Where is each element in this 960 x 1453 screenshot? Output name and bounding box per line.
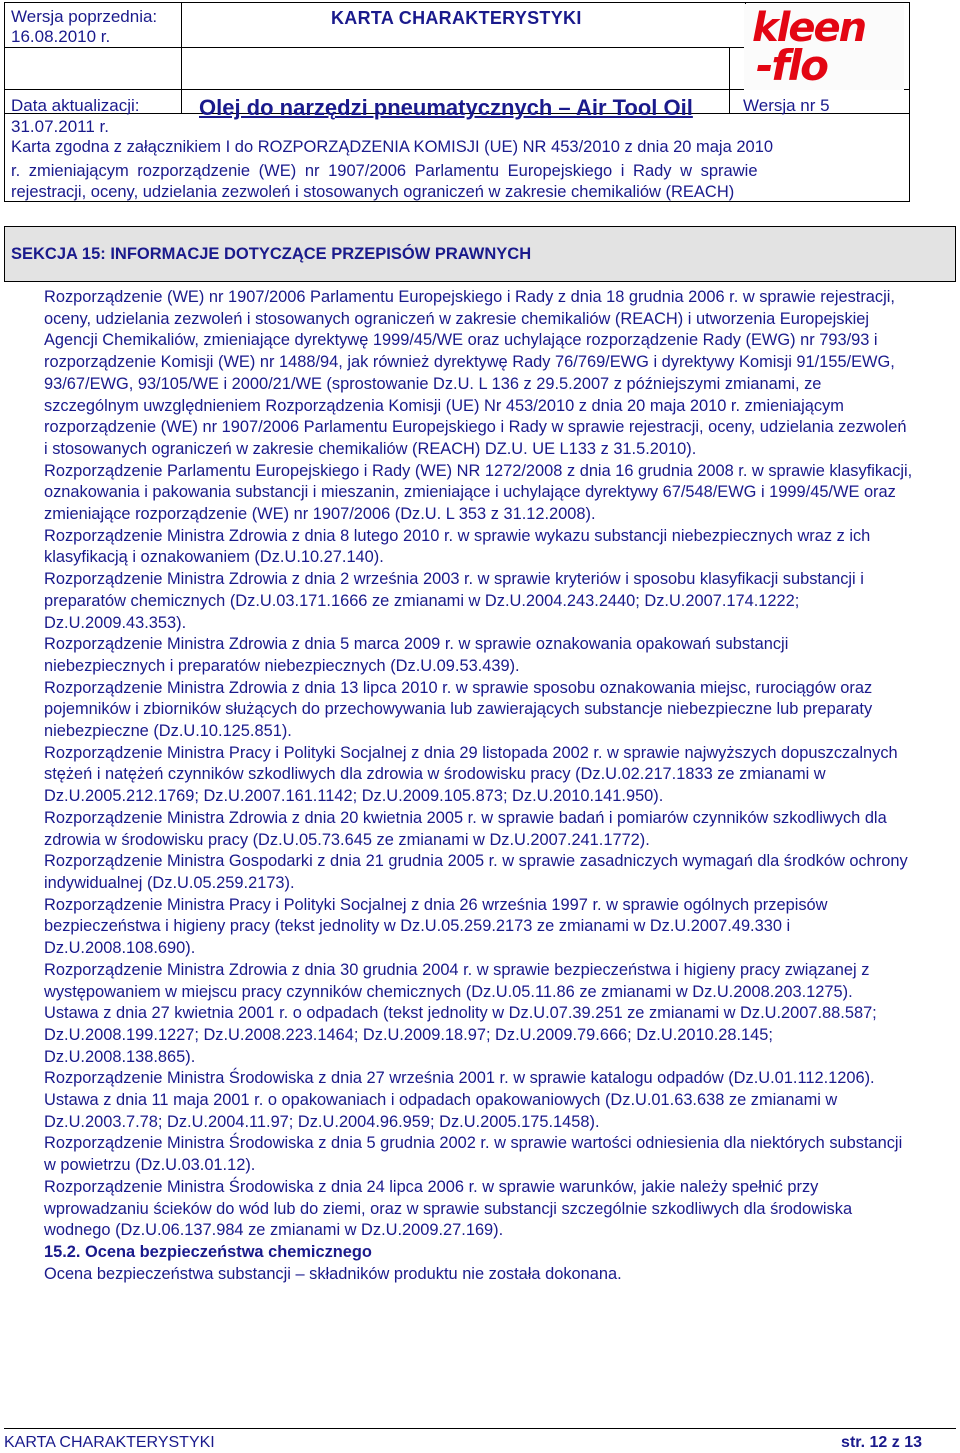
section-content [44, 287, 914, 1285]
section-header [4, 226, 956, 282]
header-divider [729, 47, 730, 113]
logo-text: -flo [756, 41, 827, 90]
subsection-title: 15.2. Ocena bezpieczeństwa chemicznego [44, 1242, 372, 1261]
regulation-paragraph: Rozporządzenie Ministra Zdrowia z dnia 8 lutego 2010 r. w sprawie wykazu substancji niebezpiecznych wraz z ich klasyfikacją i oznakowaniem (Dz.U.10.27.140). [44, 526, 871, 567]
regulation-line: r. zmieniającym rozporządzenie (WE) nr 1907/2006 Parlamentu Europejskiego i Rady w sprawie [11, 162, 758, 180]
version-label: Wersja nr 5 [743, 96, 830, 115]
regulation-paragraph: Rozporządzenie Ministra Środowiska z dnia 24 lipca 2006 r. w sprawie warunków, jakie należy spełnić przy wprowadzaniu ścieków do wód lub do ziemi, oraz w sprawie substancji szczególnie szkodliwych dla środowiska wodnego (Dz.U.06.137.984 ze zmianami w Dz.U.2009.27.169). [44, 1177, 853, 1240]
regulation-paragraph: Rozporządzenie Ministra Zdrowia z dnia 2 września 2003 r. w sprawie kryteriów i sposobu klasyfikacji substancji i preparatów chemicznych (Dz.U.03.171.1666 ze zmianami w Dz.U.2004.243.2440; Dz.U.2007.174.1222; Dz.U.2009.43.353). [44, 570, 864, 632]
regulation-paragraph: Rozporządzenie Ministra Zdrowia z dnia 20 kwietnia 2005 r. w sprawie badań i pomiarów czynników szkodliwych dla zdrowia w środowisku pracy (Dz.U.05.73.645 ze zmianami w Dz.U.2007.241.1772). [44, 808, 887, 849]
footer-doc-type: KARTA CHARAKTERYSTYKI [4, 1434, 215, 1451]
doc-type-title: KARTA CHARAKTERYSTYKI [331, 8, 582, 28]
header-divider [5, 47, 745, 48]
regulation-paragraph: Rozporządzenie Ministra Zdrowia z dnia 30 grudnia 2004 r. w sprawie bezpieczeństwa i higieny pracy związanej z występowaniem w miejscu pracy czynników chemicznych (Dz.U.05.11.86 ze zmianami w Dz.U.2008.203.1275). [44, 960, 870, 1001]
update-label: Data aktualizacji: [11, 96, 140, 115]
footer-divider [4, 1428, 956, 1429]
regulation-paragraph: Rozporządzenie Parlamentu Europejskiego i Rady (WE) NR 1272/2008 z dnia 16 grudnia 2008 r. w sprawie klasyfikacji, oznakowania i pakowania substancji i mieszanin, zmieniające i uchylające dyrektywy 67/548/EWG i 1999/45/WE oraz zmieniające rozporządzenie (WE) nr 1907/2006 (Dz.U. L 353 z 31.12.2008). [44, 461, 913, 524]
section-title: SEKCJA 15: INFORMACJE DOTYCZĄCE PRZEPISÓW PRAWNYCH [11, 245, 532, 263]
prev-version-label: Wersja poprzednia: [11, 7, 158, 26]
regulation-paragraph: Rozporządzenie (WE) nr 1907/2006 Parlamentu Europejskiego i Rady z dnia 18 grudnia 2006 r. w sprawie rejestracji, oceny, udzielania zezwoleń i stosowanych ograniczeń w zakresie chemikaliów (REACH) i utworzenia Europejskiej Agencji Chemikaliów, zmieniające dyrektywę 1999/45/WE oraz uchylające rozporządzenie Rady (EWG) nr 793/93 i rozporządzenie Komisji (WE) nr 1488/94, jak również dyrektywę Rady 76/769/EWG i dyrektywy Komisji 91/155/EWG, 93/67/EWG, 93/105/WE i 2000/21/WE (sprostowanie Dz.U. L 136 z 29.5.2007 z późniejszymi zmianami, ze szczególnym uwzględnieniem Rozporządzenia Komisji (UE) Nr 453/2010 z dnia 20 maja 2010 r. zmieniającym rozporządzenie (WE) nr 1907/2006 Parlamentu Europejskiego i Rady w sprawie rejestracji, oceny, udzielania zezwoleń i stosowanych ograniczeń w zakresie chemikaliów (REACH) DZ.U. UE L133 z 31.5.2010). [44, 288, 907, 458]
regulation-paragraph: Rozporządzenie Ministra Zdrowia z dnia 5 marca 2009 r. w sprawie oznakowania opakowań substancji niebezpiecznych i preparatów niebezpiecznych (Dz.U.09.53.439). [44, 635, 789, 675]
prev-version-date: 16.08.2010 r. [11, 27, 111, 46]
regulation-paragraph: Ustawa z dnia 27 kwietnia 2001 r. o odpadach (tekst jednolity w Dz.U.07.39.251 ze zmianami w Dz.U.2007.88.587; Dz.U.2008.199.1227; Dz.U.2008.223.1464; Dz.U.2009.18.97; Dz.U.2009.79.666; Dz.U.2010.28.145; Dz.U.2008.138.865). [44, 1004, 877, 1066]
regulation-paragraph: Rozporządzenie Ministra Środowiska z dnia 5 grudnia 2002 r. w sprawie wartości odniesienia dla niektórych substancji w powietrzu (Dz.U.03.01.12). [44, 1134, 903, 1175]
product-title: Olej do narzędzi pneumatycznych – Air Tool Oil [199, 95, 693, 120]
regulation-paragraph: Rozporządzenie Ministra Pracy i Polityki Socjalnej z dnia 29 listopada 2002 r. w sprawie najwyższych dopuszczalnych stężeń i natężeń czynników szkodliwych dla zdrowia w środowisku pracy (Dz.U.02.217.1833 ze zmianami w Dz.U.2005.212.1769; Dz.U.2007.161.1142; Dz.U.2009.105.873; Dz.U.2010.141.950). [44, 743, 898, 806]
regulation-line: rejestracji, oceny, udzielania zezwoleń i stosowanych ograniczeń w zakresie chemikaliów (REACH) [11, 183, 735, 201]
subsection-text: Ocena bezpieczeństwa substancji – składników produktu nie została dokonana. [44, 1264, 622, 1283]
page-number: str. 12 z 13 [841, 1434, 922, 1451]
regulation-paragraph: Ustawa z dnia 11 maja 2001 r. o opakowaniach i odpadach opakowaniowych (Dz.U.01.63.638 ze zmianami w Dz.U.2003.7.78; Dz.U.2004.11.97; Dz.U.2004.96.959; Dz.U.2005.175.1458). [44, 1091, 838, 1131]
regulation-paragraph: Rozporządzenie Ministra Pracy i Polityki Socjalnej z dnia 26 września 1997 r. w sprawie ogólnych przepisów bezpieczeństwa i higieny pracy (tekst jednolity w Dz.U.05.259.2173 ze zmianami w Dz.U.2007.49.330 i Dz.U.2008.108.690). [44, 895, 828, 958]
regulation-paragraph: Rozporządzenie Ministra Gospodarki z dnia 21 grudnia 2005 r. w sprawie zasadniczych wymagań dla środków ochrony indywidualnej (Dz.U.05.259.2173). [44, 852, 908, 892]
logo-text: kleen [752, 5, 866, 51]
kleen-flo-logo [744, 4, 904, 90]
header-divider [181, 3, 182, 113]
regulation-line: Karta zgodna z załącznikiem I do ROZPORZĄDZENIA KOMISJI (UE) NR 453/2010 z dnia 20 maja 2010 [11, 138, 774, 156]
update-date: 31.07.2011 r. [11, 117, 109, 136]
regulation-paragraph: Rozporządzenie Ministra Środowiska z dnia 27 września 2001 r. w sprawie katalogu odpadów (Dz.U.01.112.1206). [44, 1069, 875, 1088]
regulation-paragraph: Rozporządzenie Ministra Zdrowia z dnia 13 lipca 2010 r. w sprawie sposobu oznakowania miejsc, rurociągów oraz pojemników i zbiorników służących do przechowywania lub zawierających substancje niebezpieczne lub preparaty niebezpieczne (Dz.U.10.125.851). [44, 678, 873, 741]
